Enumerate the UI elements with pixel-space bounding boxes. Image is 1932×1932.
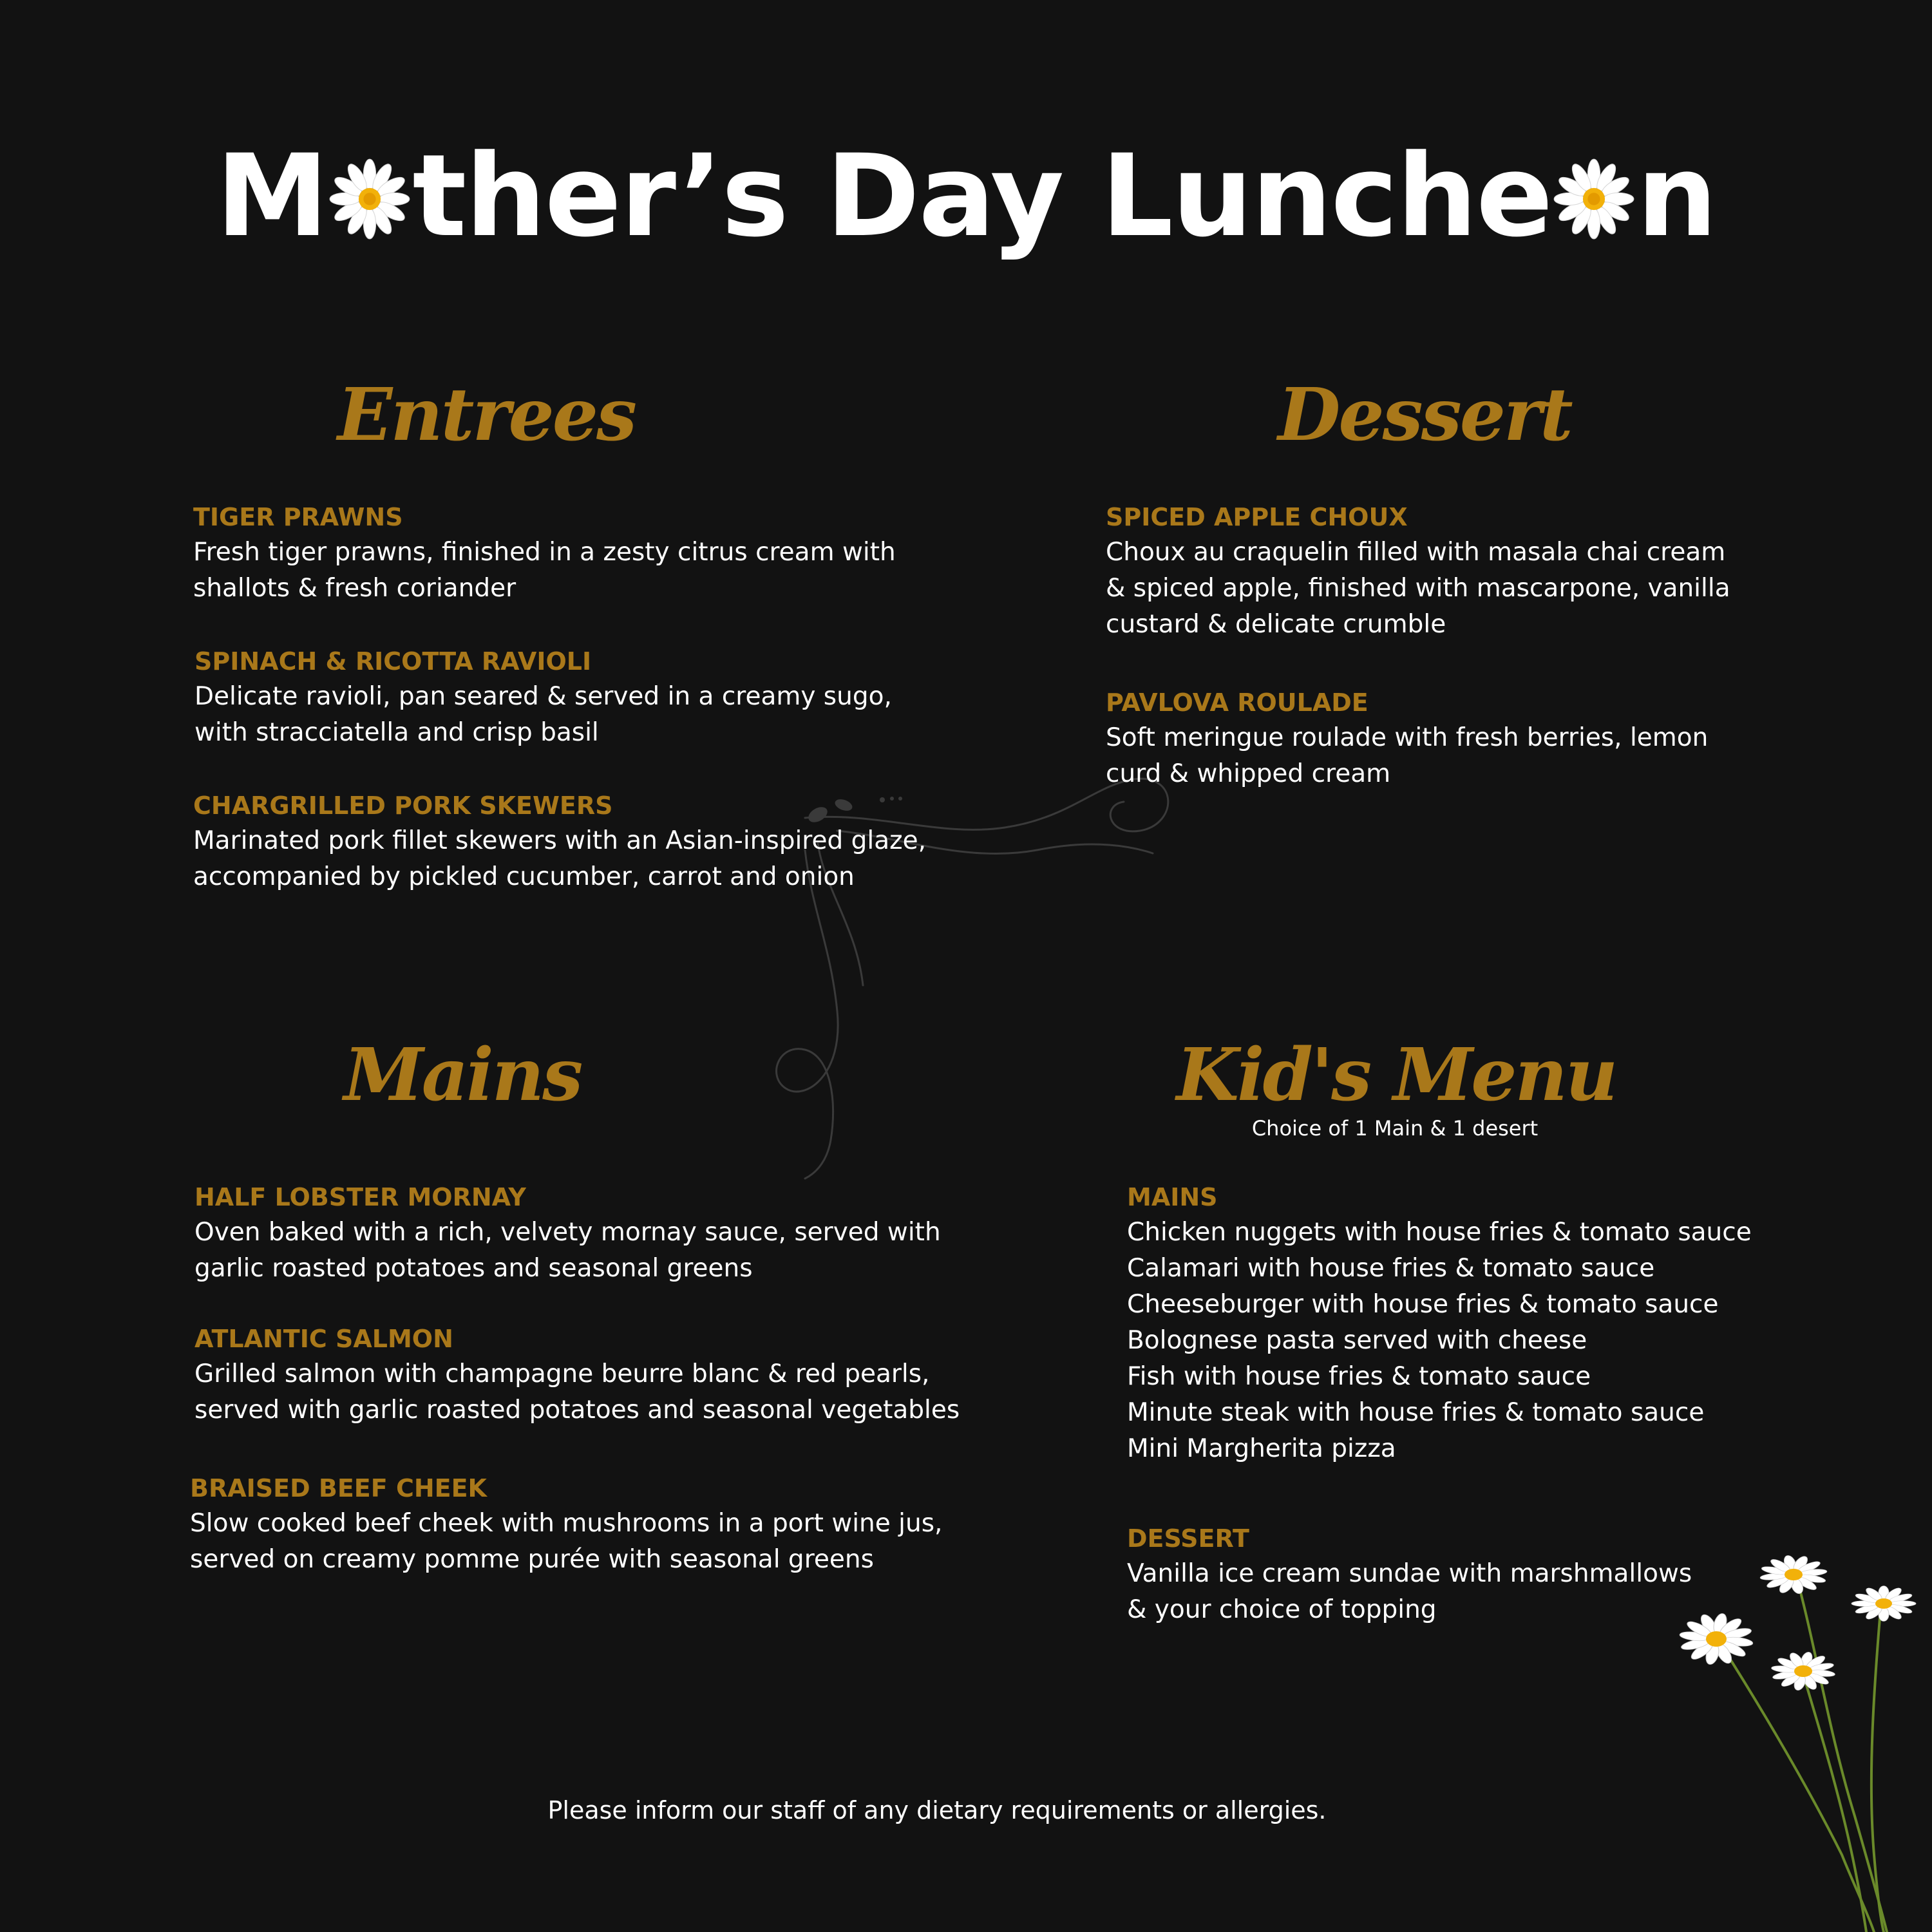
description-line: garlic roasted potatoes and seasonal greens: [194, 1254, 753, 1283]
kids-menu-heading: Kid's Menu: [1176, 1033, 1616, 1117]
description-line: accompanied by pickled cucumber, carrot and onion: [193, 862, 855, 891]
daisy-icon: [328, 158, 411, 240]
dish-description: [194, 1215, 1045, 1287]
dish-description: [190, 1506, 1040, 1578]
kids-main-option: Calamari with house fries & tomato sauce: [1127, 1254, 1655, 1283]
description-line: shallots & fresh coriander: [193, 574, 516, 603]
kids-main-option: Bolognese pasta served with cheese: [1127, 1326, 1587, 1355]
description-line: Oven baked with a rich, velvety mornay sauce, served with: [194, 1218, 941, 1247]
title-text-middle: ther’s Day Lunche: [412, 130, 1552, 262]
description-line: Soft meringue roulade with fresh berries, lemon: [1106, 723, 1709, 752]
description-line: Grilled salmon with champagne beurre blanc & red pearls,: [194, 1359, 930, 1388]
title-text-start: M: [216, 130, 328, 262]
dish-name: SPINACH & RICOTTA RAVIOLI: [194, 647, 592, 676]
dish-name: TIGER PRAWNS: [193, 503, 403, 531]
entree-item: [193, 788, 1043, 895]
kids-mains: [1127, 1180, 1932, 1467]
description-line: Marinated pork fillet skewers with an Asian-inspired glaze,: [193, 826, 926, 855]
dish-description: [1106, 720, 1932, 792]
entree-item: [194, 644, 1045, 751]
dish-name: CHARGRILLED PORK SKEWERS: [193, 791, 613, 820]
main-item: [194, 1180, 1045, 1287]
kids-main-option: Mini Margherita pizza: [1127, 1434, 1396, 1463]
kids-main-option: Chicken nuggets with house fries & tomato sauce: [1127, 1218, 1752, 1247]
kids-mains-list: [1127, 1215, 1932, 1467]
dish-name: ATLANTIC SALMON: [194, 1325, 453, 1353]
kids-mains-heading: MAINS: [1127, 1183, 1218, 1211]
description-line: Slow cooked beef cheek with mushrooms in a port wine jus,: [190, 1509, 943, 1538]
main-item: [194, 1321, 1045, 1428]
mains-heading: Mains: [343, 1033, 582, 1117]
description-line: & your choice of topping: [1127, 1595, 1437, 1624]
description-line: Vanilla ice cream sundae with marshmallows: [1127, 1559, 1692, 1588]
description-line: Delicate ravioli, pan seared & served in a creamy sugo,: [194, 682, 892, 711]
description-line: served on creamy pomme purée with seasonal greens: [190, 1545, 874, 1574]
dessert-item: [1106, 500, 1932, 643]
kids-main-option: Minute steak with house fries & tomato sauce: [1127, 1398, 1705, 1427]
kids-dessert-heading: DESSERT: [1127, 1524, 1249, 1553]
dish-description: [193, 535, 1043, 607]
daisy-bouquet-icon: [1662, 1520, 1932, 1932]
dish-name: PAVLOVA ROULADE: [1106, 688, 1368, 717]
kids-main-option: Fish with house fries & tomato sauce: [1127, 1362, 1591, 1391]
dish-description: [194, 1356, 1045, 1428]
dish-name: HALF LOBSTER MORNAY: [194, 1183, 526, 1211]
kids-main-option: Cheeseburger with house fries & tomato sauce: [1127, 1290, 1719, 1319]
description-line: curd & whipped cream: [1106, 759, 1391, 788]
dish-description: [193, 823, 1043, 895]
page-title: [0, 132, 1932, 261]
description-line: served with garlic roasted potatoes and seasonal vegetables: [194, 1396, 960, 1425]
daisy-icon: [1553, 158, 1635, 240]
dish-description: [1106, 535, 1932, 643]
title-text-end: n: [1636, 130, 1716, 262]
description-line: & spiced apple, finished with mascarpone, vanilla: [1106, 574, 1730, 603]
description-line: custard & delicate crumble: [1106, 610, 1446, 639]
entree-item: [193, 500, 1043, 607]
main-item: [190, 1471, 1040, 1578]
kids-menu-subheading: Choice of 1 Main & 1 desert: [1251, 1116, 1539, 1141]
description-line: Fresh tiger prawns, finished in a zesty citrus cream with: [193, 538, 896, 567]
dietary-note: Please inform our staff of any dietary requirements or allergies.: [547, 1796, 1327, 1824]
dessert-item: [1106, 685, 1932, 792]
dish-description: [194, 679, 1045, 751]
dessert-heading: Dessert: [1278, 373, 1571, 457]
description-line: Choux au craquelin filled with masala chai cream: [1106, 538, 1726, 567]
description-line: with stracciatella and crisp basil: [194, 718, 599, 747]
dish-name: SPICED APPLE CHOUX: [1106, 503, 1408, 531]
dish-name: BRAISED BEEF CHEEK: [190, 1474, 487, 1502]
entrees-heading: Entrees: [337, 373, 636, 457]
